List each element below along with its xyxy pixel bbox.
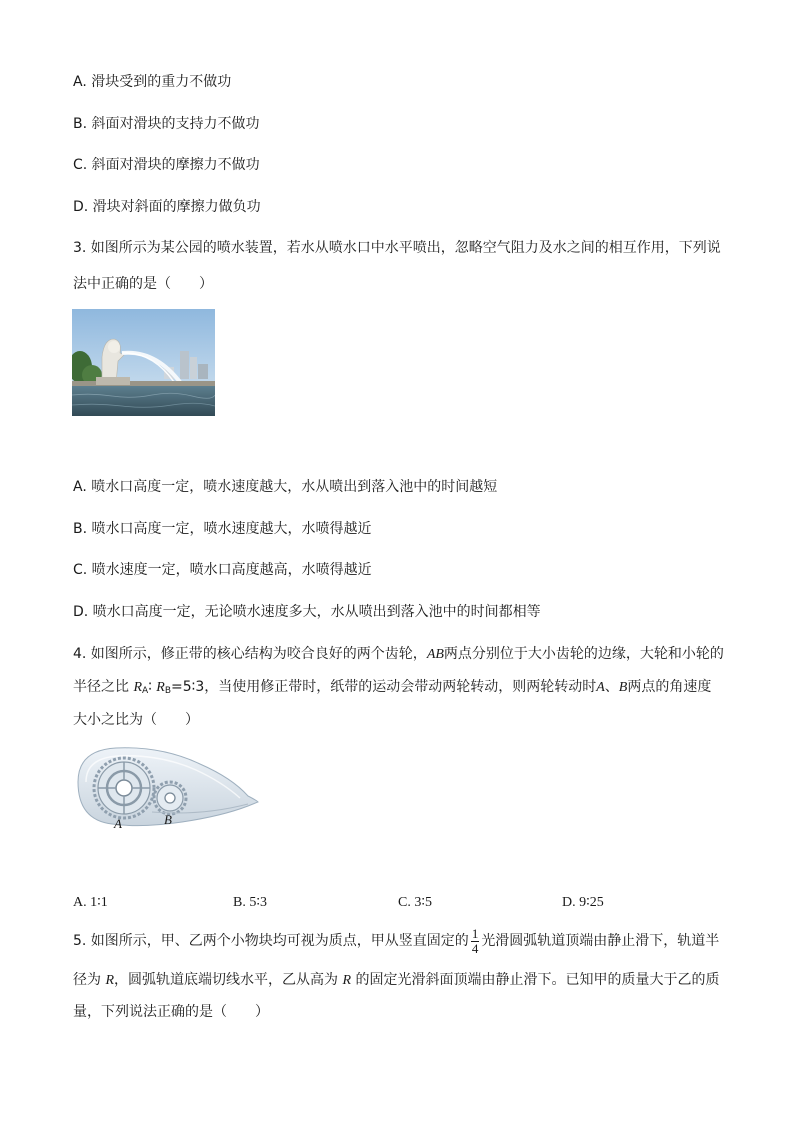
q4-option-d: D. 9∶25	[562, 895, 604, 910]
q5-fraction	[471, 927, 480, 956]
q4-radius-a: R	[133, 680, 143, 695]
q4-point-b: B	[618, 680, 628, 695]
q4-stem-line3: 大小之比为（ ）	[73, 712, 199, 728]
q4-stem-line1	[73, 644, 724, 665]
correction-tape-figure	[72, 742, 262, 832]
q5-stem-line1-part1: 5. 如图所示，甲、乙两个小物块均可视为质点，甲从竖直固定的	[73, 933, 469, 949]
q3-stem-line2: 法中正确的是（ ）	[73, 276, 213, 292]
q4-stem-line2-part2: ，当使用修正带时，纸带的运动会带动两轮转动，则两轮转动时	[204, 679, 597, 695]
q4-stem-line2-part3: 两点的角速度	[627, 679, 712, 695]
small-gear-icon	[154, 782, 186, 814]
gear-label-b: B	[164, 812, 172, 827]
q4-points-ab: AB	[426, 647, 444, 662]
q5-fraction-denominator: 4	[471, 940, 479, 956]
q2-option-d: D. 滑块对斜面的摩擦力做负功	[73, 199, 261, 215]
q5-stem-line1-part2: 光滑圆弧轨道顶端由静止滑下，轨道半	[481, 933, 720, 949]
q4-stem-line1-part1: 4. 如图所示，修正带的核心结构为咬合良好的两个齿轮，	[73, 646, 427, 662]
q5-fraction-numerator: 1	[471, 925, 479, 941]
fountain-photo	[72, 309, 215, 416]
q4-point-a: A	[596, 680, 605, 695]
q3-option-d: D. 喷水口高度一定，无论喷水速度多大，水从喷出到落入池中的时间都相等	[73, 604, 541, 620]
q4-stem-line1-part2: 两点分别位于大小齿轮的边缘，大轮和小轮的	[443, 646, 724, 662]
q2-option-a: A. 滑块受到的重力不做功	[73, 74, 232, 90]
q5-stem-line2-part3: 的固定光滑斜面顶端由静止滑下。已知甲的质量大于乙的质	[351, 972, 720, 988]
q3-option-a: A. 喷水口高度一定，喷水速度越大，水从喷出到落入池中的时间越短	[73, 479, 498, 495]
q3-option-b: B. 喷水口高度一定，喷水速度越大，水喷得越近	[73, 521, 372, 537]
q4-point-sep: 、	[604, 679, 619, 695]
q5-stem-line3: 量，下列说法正确的是（ ）	[73, 1004, 269, 1020]
q5-stem-line2-part1: 径为	[73, 972, 106, 988]
q4-radius-b: R	[156, 680, 165, 695]
gear-label-a: A	[114, 816, 122, 831]
q4-ratio-value: =5∶3	[171, 679, 205, 695]
q5-radius-r: R	[105, 973, 115, 988]
q4-radius-a-sub: A	[142, 686, 149, 696]
q5-stem-line1	[73, 925, 719, 957]
q4-option-c: C. 3∶5	[398, 895, 432, 910]
q4-option-a: A. 1∶1	[73, 895, 108, 910]
q5-stem-line2	[73, 970, 719, 991]
q4-option-b: B. 5∶3	[233, 895, 267, 910]
q4-stem-line2-part1: 半径之比	[73, 679, 134, 695]
q4-stem-line2	[73, 677, 711, 701]
q3-stem-line1: 3. 如图所示为某公园的喷水装置，若水从喷水口中水平喷出，忽略空气阻力及水之间的相互作用，下列说	[73, 240, 721, 256]
q5-stem-line2-part2: ，圆弧轨道底端切线水平，乙从高为	[114, 972, 343, 988]
q2-option-c: C. 斜面对滑块的摩擦力不做功	[73, 157, 260, 173]
q4-ratio-colon: ∶	[148, 679, 157, 695]
q3-option-c: C. 喷水速度一定，喷水口高度越高，水喷得越近	[73, 562, 372, 578]
q4-radius-b-sub: B	[164, 686, 172, 696]
q5-height-r: R	[342, 973, 352, 988]
q2-option-b: B. 斜面对滑块的支持力不做功	[73, 116, 260, 132]
